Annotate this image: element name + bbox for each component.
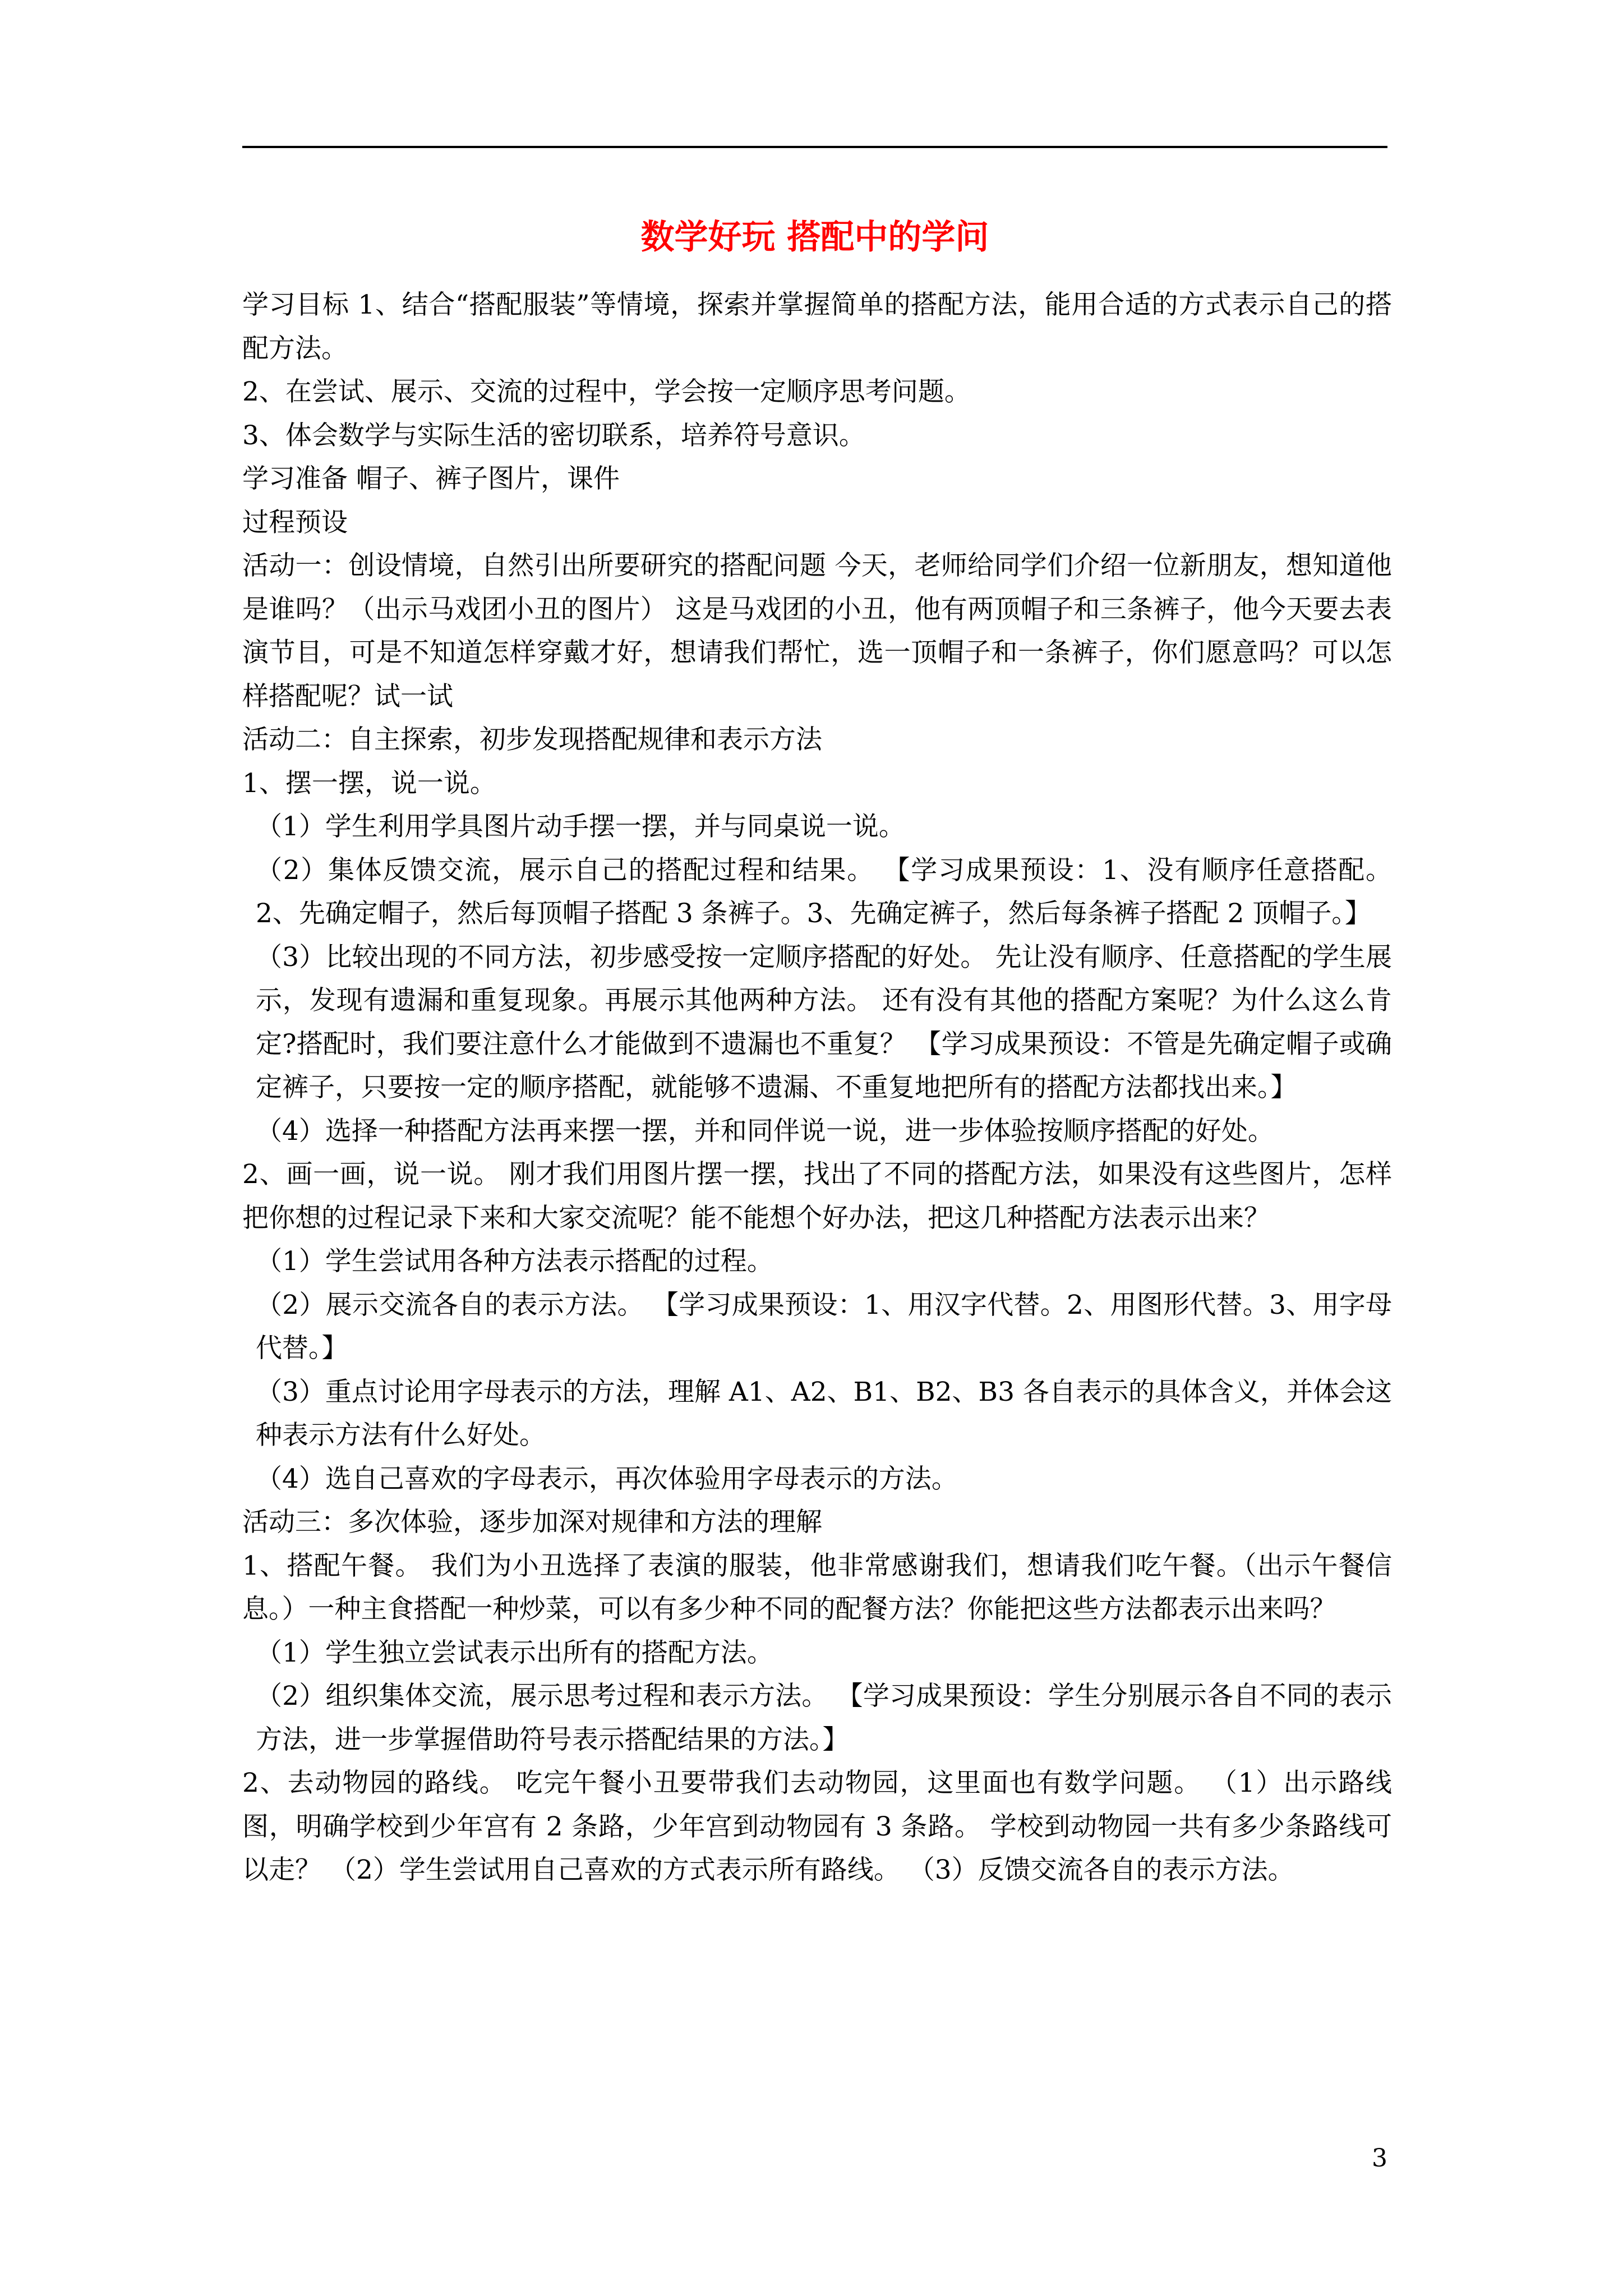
paragraph-step-lunch: 1、搭配午餐。 我们为小丑选择了表演的服装，他非常感谢我们，想请我们吃午餐。（出示午餐信息。）一种主食搭配一种炒菜，可以有多少种不同的配餐方法？你能把这些方法都表示出来吗？ — [242, 1550, 1392, 1625]
paragraph-activity-1: 活动一：创设情境，自然引出所要研究的搭配问题 今天，老师给同学们介绍一位新朋友，想知道他是谁吗？（出示马戏团小丑的图片） 这是马戏团的小丑，他有两顶帽子和三条裤子，他今天要去表演节目，可是不知道怎样穿戴才好，想请我们帮忙，选一顶帽子和一条裤子，你们愿意吗？可以怎样搭配呢？试一试 — [242, 550, 1392, 712]
paragraph-process-heading: 过程预设 — [242, 507, 348, 538]
paragraph-activity-3-heading: 活动三：多次体验，逐步加深对规律和方法的理解 — [242, 1507, 822, 1538]
paragraph-step-arrange: 1、摆一摆，说一说。 — [242, 767, 496, 799]
document-title: 数学好玩 搭配中的学问 — [640, 218, 989, 257]
paragraph-learning-goal-2: 2、在尝试、展示、交流的过程中，学会按一定顺序思考问题。 — [242, 376, 971, 407]
header-rule — [242, 146, 1387, 148]
paragraph-item: （3）比较出现的不同方法，初步感受按一定顺序搭配的好处。 先让没有顺序、任意搭配的学生展示，发现有遗漏和重复现象。再展示其他两种方法。 还有没有其他的搭配方案呢？为什么这么肯定?搭配时，我们要注意什么才能做到不遗漏也不重复？ 【学习成果预设：不管是先确定帽子或确定裤子，只要按一定的顺序搭配，就能够不遗漏、不重复地把所有的搭配方法都找出来。】 — [256, 941, 1392, 1103]
paragraph-preparation: 学习准备 帽子、裤子图片，课件 — [242, 463, 620, 494]
paragraph-item: （1）学生利用学具图片动手摆一摆，并与同桌说一说。 — [256, 811, 905, 842]
paragraph-item: （2）展示交流各自的表示方法。 【学习成果预设：1、用汉字代替。2、用图形代替。3、用字母代替。】 — [256, 1289, 1392, 1364]
paragraph-item: （2）集体反馈交流，展示自己的搭配过程和结果。 【学习成果预设：1、没有顺序任意搭配。2、先确定帽子，然后每顶帽子搭配 3 条裤子。3、先确定裤子，然后每条裤子搭配 2 顶帽子。】 — [256, 854, 1392, 929]
paragraph-learning-goal-3: 3、体会数学与实际生活的密切联系，培养符号意识。 — [242, 420, 865, 451]
document-body — [242, 283, 1392, 1892]
paragraph-step-draw: 2、画一画，说一说。 刚才我们用图片摆一摆，找出了不同的搭配方法，如果没有这些图片，怎样把你想的过程记录下来和大家交流呢？能不能想个好办法，把这几种搭配方法表示出来？ — [242, 1159, 1392, 1234]
paragraph-step-zoo-route: 2、去动物园的路线。 吃完午餐小丑要带我们去动物园，这里面也有数学问题。 （1）出示路线图，明确学校到少年宫有 2 条路，少年宫到动物园有 3 条路。 学校到动物园一共有多少条路线可以走？ （2）学生尝试用自己喜欢的方式表示所有路线。 （3）反馈交流各自的表示方法。 — [242, 1768, 1392, 1885]
paragraph-activity-2-heading: 活动二：自主探索，初步发现搭配规律和表示方法 — [242, 724, 822, 755]
paragraph-item: （4）选自己喜欢的字母表示，再次体验用字母表示的方法。 — [256, 1463, 958, 1494]
paragraph-item: （3）重点讨论用字母表示的方法，理解 A1、A2、B1、B2、B3 各自表示的具体含义，并体会这种表示方法有什么好处。 — [256, 1376, 1392, 1451]
page-number: 3 — [1372, 2144, 1387, 2173]
paragraph-item: （2）组织集体交流，展示思考过程和表示方法。 【学习成果预设：学生分别展示各自不同的表示方法，进一步掌握借助符号表示搭配结果的方法。】 — [256, 1681, 1392, 1755]
paragraph-item: （1）学生尝试用各种方法表示搭配的过程。 — [256, 1246, 773, 1277]
paragraph-learning-goal-1: 学习目标 1、结合“搭配服装”等情境，探索并掌握简单的搭配方法，能用合适的方式表示自己的搭配方法。 — [242, 289, 1392, 364]
paragraph-item: （4）选择一种搭配方法再来摆一摆，并和同伴说一说，进一步体验按顺序搭配的好处。 — [256, 1115, 1274, 1147]
paragraph-item: （1）学生独立尝试表示出所有的搭配方法。 — [256, 1637, 773, 1668]
